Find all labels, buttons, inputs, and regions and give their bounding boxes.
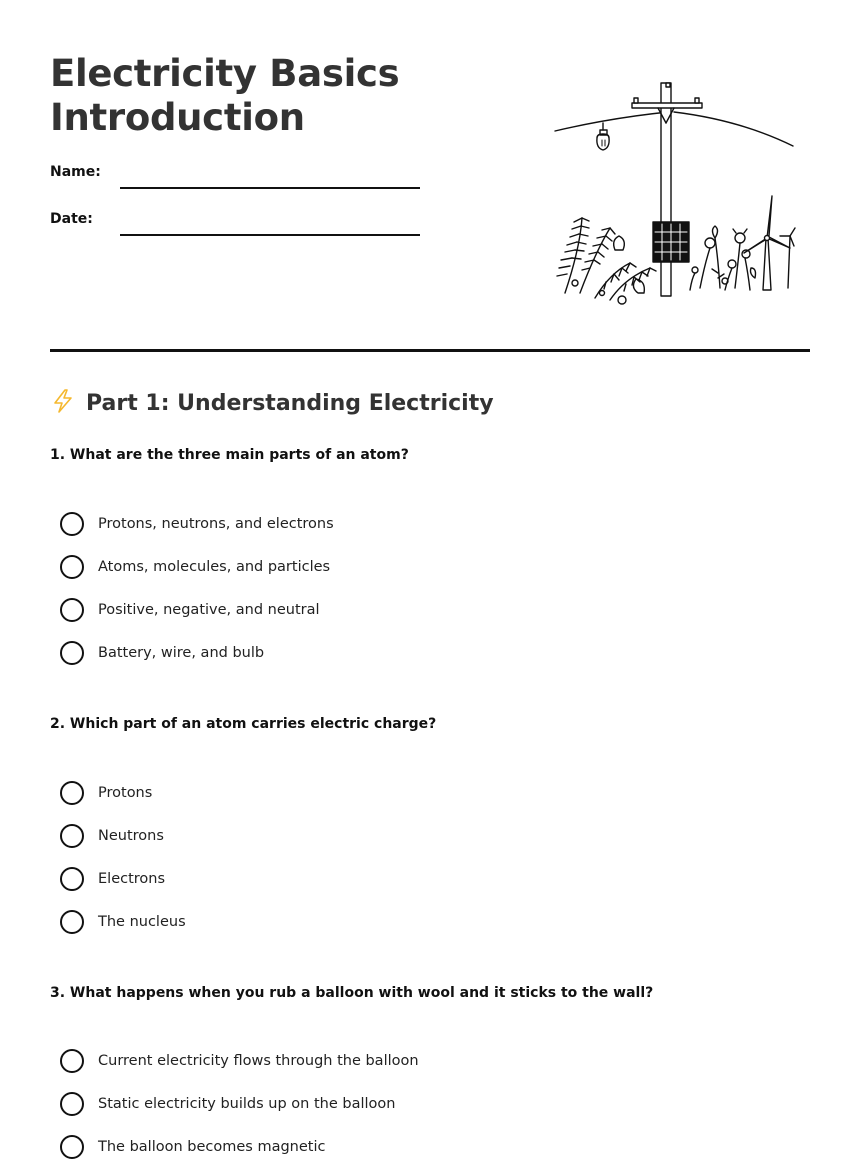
q2-option-2[interactable]: [60, 824, 660, 850]
worksheet-header: [50, 0, 810, 352]
q1-option-4[interactable]: [60, 641, 660, 667]
option-label: Static electricity builds up on the balloon: [98, 1096, 396, 1112]
q1-option-2[interactable]: [60, 555, 660, 581]
option-label: The balloon becomes magnetic: [98, 1139, 326, 1155]
q2-option-4[interactable]: [60, 910, 660, 936]
option-label: Positive, negative, and neutral: [98, 602, 320, 618]
title-line-2: Introduction: [50, 96, 305, 139]
q2-option-3[interactable]: [60, 867, 660, 893]
q1-option-3[interactable]: [60, 598, 660, 624]
question-2: 2. Which part of an atom carries electric charge?: [50, 716, 437, 732]
option-label: Current electricity flows through the balloon: [98, 1053, 419, 1069]
date-label: Date:: [50, 211, 93, 227]
radio-button[interactable]: [60, 598, 84, 622]
name-input-line[interactable]: [120, 187, 420, 189]
option-label: The nucleus: [98, 914, 186, 930]
question-1: 1. What are the three main parts of an atom?: [50, 447, 409, 463]
option-label: Battery, wire, and bulb: [98, 645, 265, 661]
worksheet-page: [50, 0, 810, 1161]
radio-button[interactable]: [60, 910, 84, 934]
option-label: Protons, neutrons, and electrons: [98, 516, 334, 532]
worksheet-title: [50, 52, 510, 140]
date-field-row: [50, 207, 430, 237]
part-1-title: Part 1: Understanding Electricity: [86, 391, 494, 416]
q3-option-1[interactable]: [60, 1049, 660, 1075]
name-field-row: [50, 160, 430, 190]
q3-option-2[interactable]: [60, 1092, 660, 1118]
radio-button[interactable]: [60, 1135, 84, 1159]
part-1-heading: [50, 388, 494, 420]
radio-button[interactable]: [60, 555, 84, 579]
radio-button[interactable]: [60, 824, 84, 848]
option-label: Electrons: [98, 871, 166, 887]
radio-button[interactable]: [60, 1092, 84, 1116]
q3-option-3[interactable]: [60, 1135, 660, 1161]
option-label: Atoms, molecules, and particles: [98, 559, 331, 575]
option-label: Neutrons: [98, 828, 164, 844]
radio-button[interactable]: [60, 781, 84, 805]
power-pole-illustration: [550, 78, 800, 314]
q2-option-1[interactable]: [60, 781, 660, 807]
name-label: Name:: [50, 164, 101, 180]
radio-button[interactable]: [60, 867, 84, 891]
header-divider: [50, 349, 810, 352]
radio-button[interactable]: [60, 641, 84, 665]
option-label: Protons: [98, 785, 153, 801]
q1-option-1[interactable]: [60, 512, 660, 538]
radio-button[interactable]: [60, 512, 84, 536]
date-input-line[interactable]: [120, 234, 420, 236]
title-line-1: Electricity Basics: [50, 52, 400, 95]
question-3: 3. What happens when you rub a balloon with wool and it sticks to the wall?: [50, 985, 654, 1001]
lightning-bolt-icon: [50, 388, 76, 414]
radio-button[interactable]: [60, 1049, 84, 1073]
